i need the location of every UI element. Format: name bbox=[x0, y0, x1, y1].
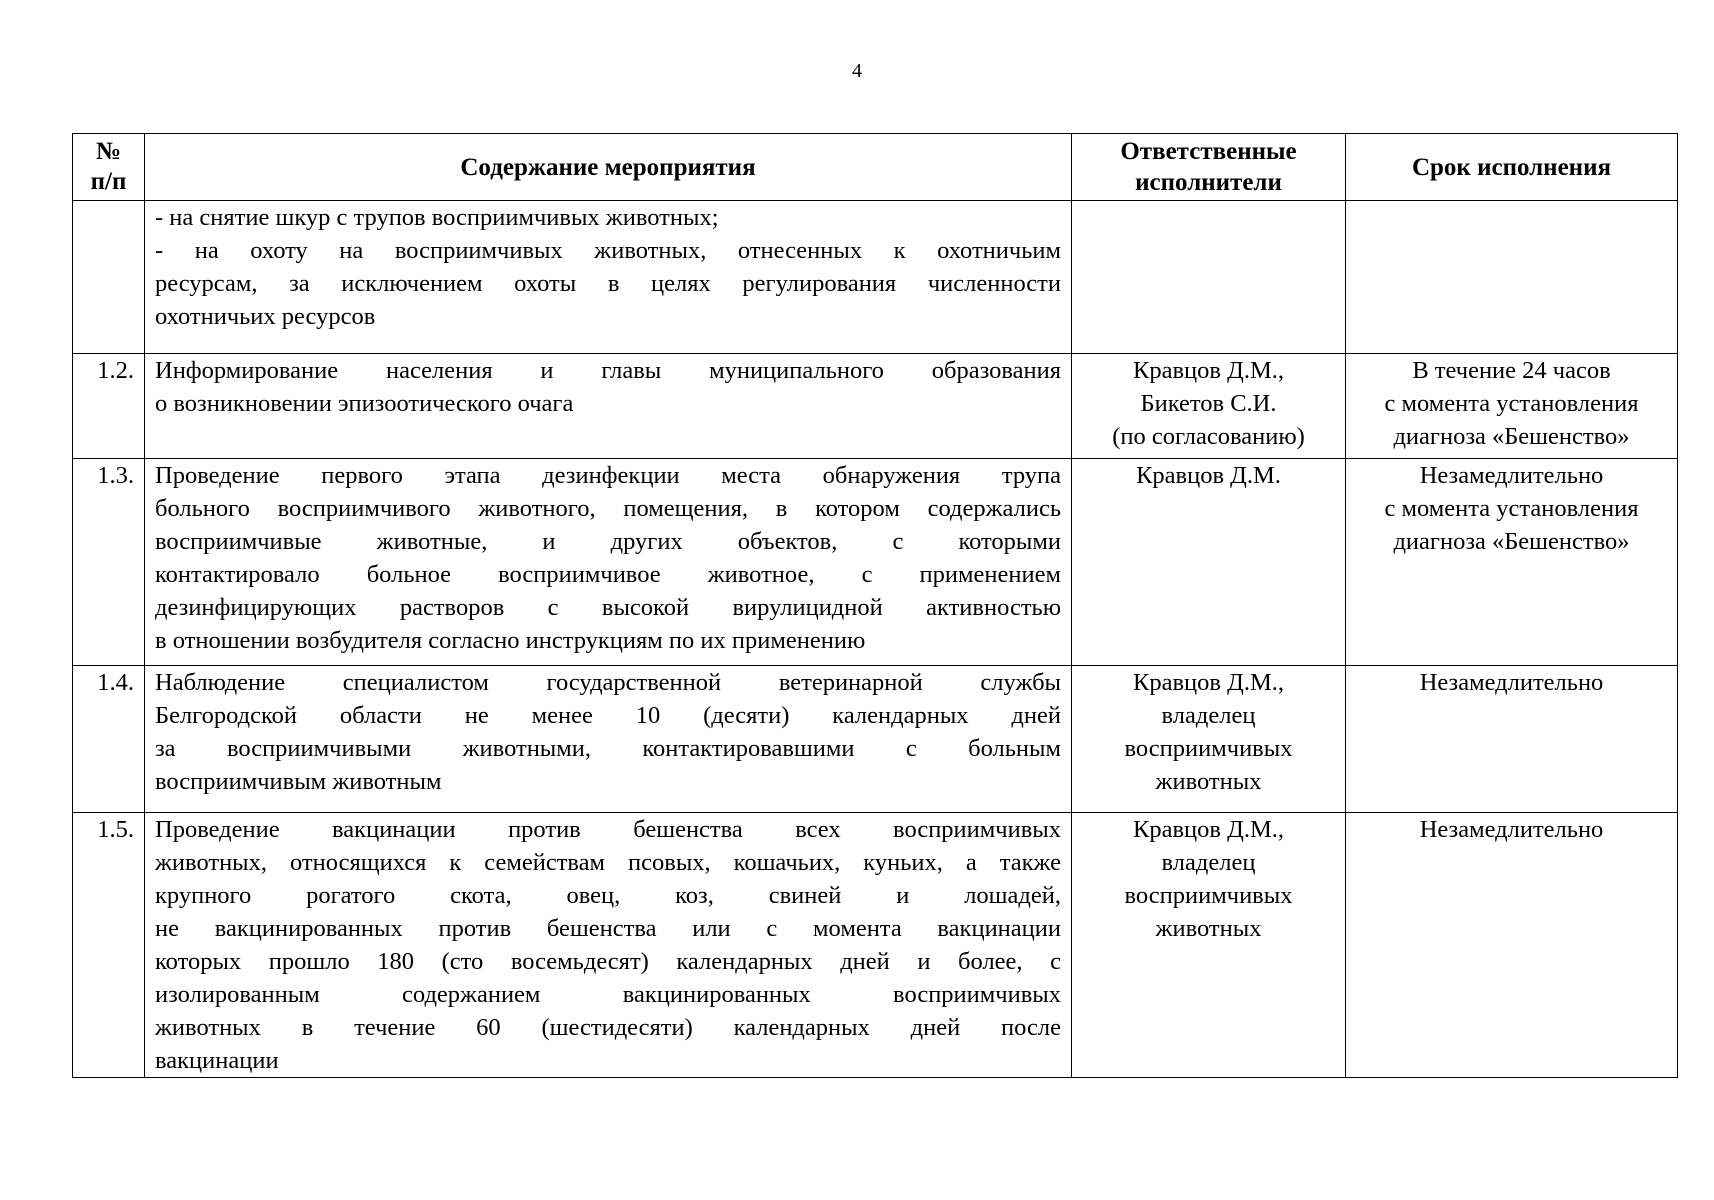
row-content bbox=[145, 354, 1072, 459]
term-line: диагноза «Бешенство» bbox=[1393, 528, 1630, 555]
responsible-line: (по согласованию) bbox=[1112, 423, 1305, 450]
table-header bbox=[73, 134, 1678, 201]
content-line: Наблюдение специалистом государственной ветеринарной службы bbox=[155, 669, 1061, 696]
content-line: животных, относящихся к семействам псовых, кошачьих, куньих, а также bbox=[155, 849, 1061, 876]
row-number: 1.2. bbox=[73, 354, 145, 459]
responsible-line: восприимчивых bbox=[1124, 735, 1293, 762]
table-row bbox=[73, 201, 1678, 354]
responsible-line: восприимчивых bbox=[1124, 882, 1293, 909]
table-row bbox=[73, 666, 1678, 813]
content-line: о возникновении эпизоотического очага bbox=[155, 390, 574, 417]
content-line: - на снятие шкур с трупов восприимчивых животных; bbox=[155, 204, 719, 231]
row-content bbox=[145, 813, 1072, 1078]
content-line: Проведение первого этапа дезинфекции места обнаружения трупа bbox=[155, 462, 1061, 489]
content-line: не вакцинированных против бешенства или с момента вакцинации bbox=[155, 915, 1061, 942]
content-line: контактировало больное восприимчивое животное, с применением bbox=[155, 561, 1061, 588]
content-line: крупного рогатого скота, овец, коз, свиней и лошадей, bbox=[155, 882, 1061, 909]
row-responsible bbox=[1072, 813, 1346, 1078]
term-line: Незамедлительно bbox=[1419, 669, 1604, 696]
responsible-line: животных bbox=[1155, 768, 1262, 795]
content-line: больного восприимчивого животного, помещения, в котором содержались bbox=[155, 495, 1061, 522]
responsible-line: Кравцов Д.М., bbox=[1133, 816, 1284, 843]
page-number: 4 bbox=[852, 60, 862, 82]
responsible-line: Бикетов С.И. bbox=[1140, 390, 1277, 417]
header-term: Срок исполнения bbox=[1346, 134, 1678, 201]
row-term bbox=[1346, 666, 1678, 813]
content-line: животных в течение 60 (шестидесяти) календарных дней после bbox=[155, 1014, 1061, 1041]
row-content bbox=[145, 459, 1072, 666]
responsible-line: животных bbox=[1155, 915, 1262, 942]
header-content: Содержание мероприятия bbox=[145, 134, 1072, 201]
responsible-line: Кравцов Д.М., bbox=[1133, 357, 1284, 384]
term-line: В течение 24 часов bbox=[1412, 357, 1611, 384]
content-line: Белгородской области не менее 10 (десяти) календарных дней bbox=[155, 702, 1061, 729]
content-line: в отношении возбудителя согласно инструкциям по их применению bbox=[155, 627, 866, 654]
measures-table bbox=[72, 133, 1678, 1078]
row-term bbox=[1346, 201, 1678, 354]
term-line: Незамедлительно bbox=[1419, 462, 1604, 489]
row-number: 1.4. bbox=[73, 666, 145, 813]
content-line: охотничьих ресурсов bbox=[155, 303, 376, 330]
content-line: дезинфицирующих растворов с высокой вирулицидной активностью bbox=[155, 594, 1061, 621]
header-number bbox=[73, 134, 145, 201]
row-responsible bbox=[1072, 201, 1346, 354]
content-line: Проведение вакцинации против бешенства всех восприимчивых bbox=[155, 816, 1061, 843]
row-number: 1.3. bbox=[73, 459, 145, 666]
header-responsible-line: Ответственные bbox=[1120, 138, 1297, 165]
responsible-line: Кравцов Д.М. bbox=[1136, 462, 1281, 489]
row-content bbox=[145, 666, 1072, 813]
content-line: которых прошло 180 (сто восемьдесят) календарных дней и более, с bbox=[155, 948, 1061, 975]
table-row bbox=[73, 354, 1678, 459]
content-line: изолированным содержанием вакцинированных восприимчивых bbox=[155, 981, 1061, 1008]
row-number: 1.5. bbox=[73, 813, 145, 1078]
content-line: за восприимчивыми животными, контактировавшими с больным bbox=[155, 735, 1061, 762]
row-number bbox=[73, 201, 145, 354]
row-content bbox=[145, 201, 1072, 354]
responsible-line: владелец bbox=[1161, 702, 1256, 729]
table-row bbox=[73, 459, 1678, 666]
row-term bbox=[1346, 354, 1678, 459]
row-term bbox=[1346, 459, 1678, 666]
table-body bbox=[73, 201, 1678, 1078]
row-responsible bbox=[1072, 354, 1346, 459]
table-row bbox=[73, 813, 1678, 1078]
header-number-symbol: № bbox=[95, 138, 122, 165]
content-line: вакцинации bbox=[155, 1047, 279, 1074]
header-responsible bbox=[1072, 134, 1346, 201]
term-line: с момента установления bbox=[1384, 495, 1639, 522]
row-responsible bbox=[1072, 459, 1346, 666]
term-line: с момента установления bbox=[1384, 390, 1639, 417]
responsible-line: Кравцов Д.М., bbox=[1133, 669, 1284, 696]
header-row bbox=[73, 134, 1678, 201]
content-line: ресурсам, за исключением охоты в целях регулирования численности bbox=[155, 270, 1061, 297]
content-line: - на охоту на восприимчивых животных, отнесенных к охотничьим bbox=[155, 237, 1061, 264]
row-responsible bbox=[1072, 666, 1346, 813]
content-line: восприимчивым животным bbox=[155, 768, 442, 795]
header-number-abbr: п/п bbox=[90, 168, 127, 195]
term-line: диагноза «Бешенство» bbox=[1393, 423, 1630, 450]
content-line: восприимчивые животные, и других объектов, с которыми bbox=[155, 528, 1061, 555]
content-line: Информирование населения и главы муниципального образования bbox=[155, 357, 1061, 384]
header-responsible-line: исполнители bbox=[1135, 169, 1282, 196]
term-line: Незамедлительно bbox=[1419, 816, 1604, 843]
responsible-line: владелец bbox=[1161, 849, 1256, 876]
row-term bbox=[1346, 813, 1678, 1078]
